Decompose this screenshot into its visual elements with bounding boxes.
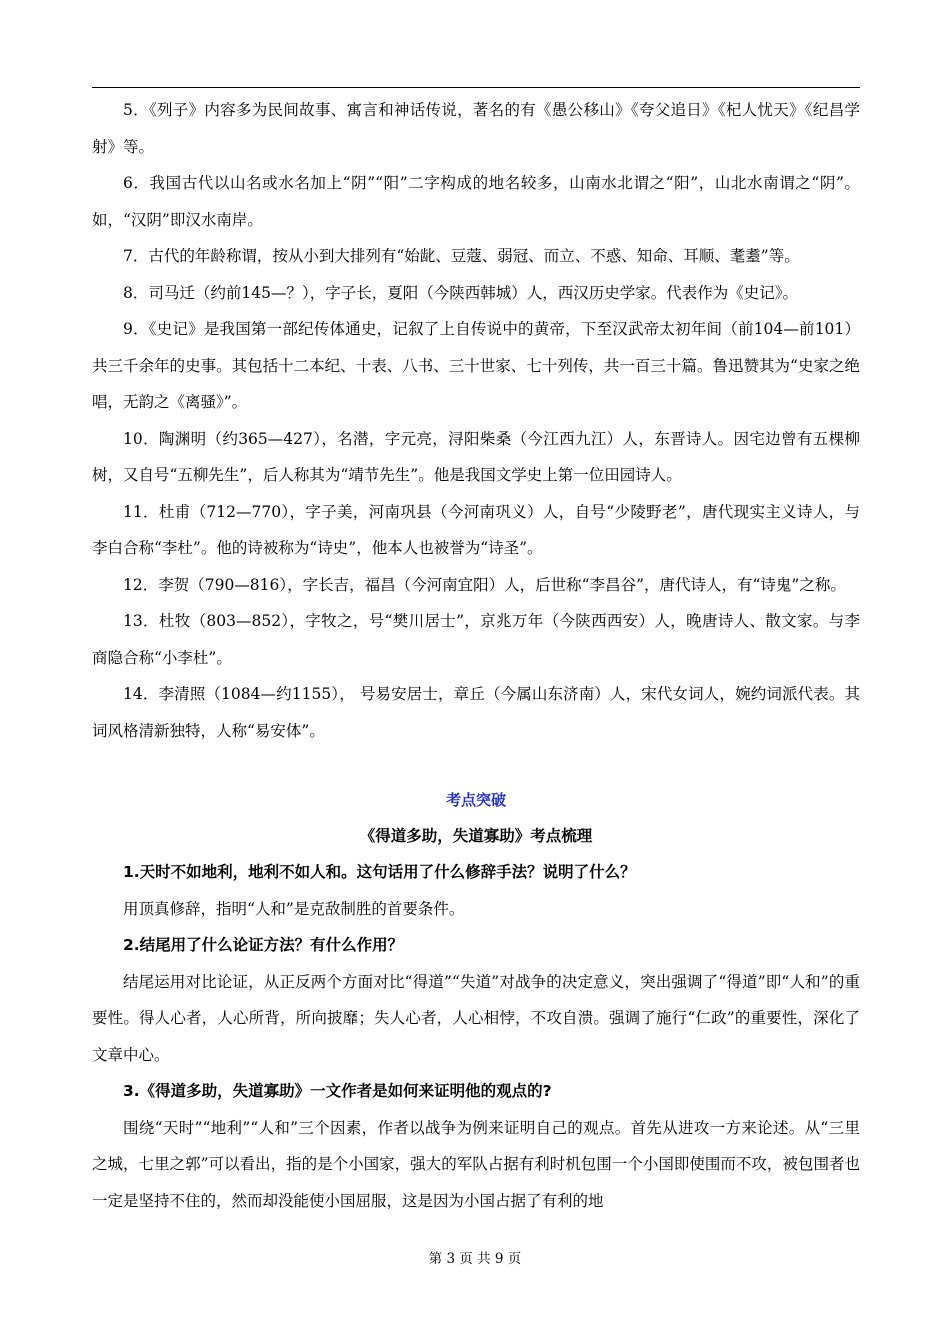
list-item: 13．杜牧（803—852），字牧之，号“樊川居士”，京兆万年（今陕西西安）人，晚唐诗人、散文家。与李商隐合称“小李杜”。 — [92, 612, 860, 667]
answer: 围绕“天时”“地利”“人和”三个因素，作者以战争为例来证明自己的观点。首先从进攻一方来论述。从“三里之城，七里之郭”可以看出，指的是个小国家，强大的军队占据有利时机包围一个小国即使围而不攻，被包围者也一定是坚持不住的，然而却没能使小国屈服，这是因为小国占据了有利的地 — [92, 1118, 860, 1210]
list-item: 8．司马迁（约前145—？），字子长，夏阳（今陕西韩城）人，西汉历史学家。代表作为《史记》。 — [123, 283, 798, 302]
answer: 结尾运用对比论证，从正反两个方面对比“得道”“失道”对战争的决定意义，突出强调了“得道”即“人和”的重要性。得人心者，人心所背，所向披靡；失人心者，人心相悖，不攻自溃。强调了施行“仁政”的重要性，深化了文章中心。 — [92, 972, 860, 1064]
list-item: 10．陶渊明（约365—427），名潜，字元亮，浔阳柴桑（今江西九江）人，东晋诗人。因宅边曾有五棵柳树，又自号“五柳先生”，后人称其为“靖节先生”。他是我国文学史上第一位田园诗人。 — [92, 429, 860, 484]
list-item: 5．《列子》内容多为民间故事、寓言和神话传说，著名的有《愚公移山》《夸父追日》《杞人忧天》《纪昌学射》等。 — [92, 101, 860, 156]
question: 2.结尾用了什么论证方法？有什么作用？ — [123, 936, 404, 954]
list-item: 7．古代的年龄称谓，按从小到大排列有“始龀、豆蔻、弱冠、而立、不惑、知命、耳顺、耄耋”等。 — [123, 247, 800, 265]
section-title: 考点突破 — [445, 791, 506, 809]
list-item: 12．李贺（790—816），字长吉，福昌（今河南宜阳）人，后世称“李昌谷”，唐代诗人，有“诗鬼”之称。 — [123, 575, 846, 594]
question: 1.天时不如地利，地利不如人和。这句话用了什么修辞手法？说明了什么？ — [123, 863, 636, 881]
answer: 用顶真修辞，指明“人和”是克敌制胜的首要条件。 — [123, 899, 465, 918]
list-item: 11．杜甫（712—770），字子美，河南巩县（今河南巩义）人，自号“少陵野老”，唐代现实主义诗人，与李白合称“李杜”。他的诗被称为“诗史”，他本人也被誉为“诗圣”。 — [92, 502, 860, 557]
list-item: 14．李清照（1084—约1155）， 号易安居士，章丘（今属山东济南）人，宋代女词人，婉约词派代表。其词风格清新独特，人称“易安体”。 — [92, 685, 860, 740]
page-footer: 第 3 页 共 9 页 — [428, 1251, 522, 1267]
page-body — [92, 92, 860, 1219]
question: 3.《得道多助，失道寡助》一文作者是如何来证明他的观点的? — [123, 1082, 552, 1100]
header-rule — [92, 87, 860, 88]
list-item: 6．我国古代以山名或水名加上“阴”“阳”二字构成的地名较多，山南水北谓之“阳”，山北水南谓之“阴”。如，“汉阴”即汉水南岸。 — [92, 174, 860, 229]
list-item: 9．《史记》是我国第一部纪传体通史，记叙了上自传说中的黄帝，下至汉武帝太初年间（前104—前101）共三千余年的史事。其包括十二本纪、十表、八书、三十世家、七十列传，共一百三十篇。鲁迅赞其为“史家之绝唱，无韵之《离骚》”。 — [92, 320, 860, 411]
subsection-title: 《得道多助，失道寡助》考点梳理 — [359, 827, 593, 845]
